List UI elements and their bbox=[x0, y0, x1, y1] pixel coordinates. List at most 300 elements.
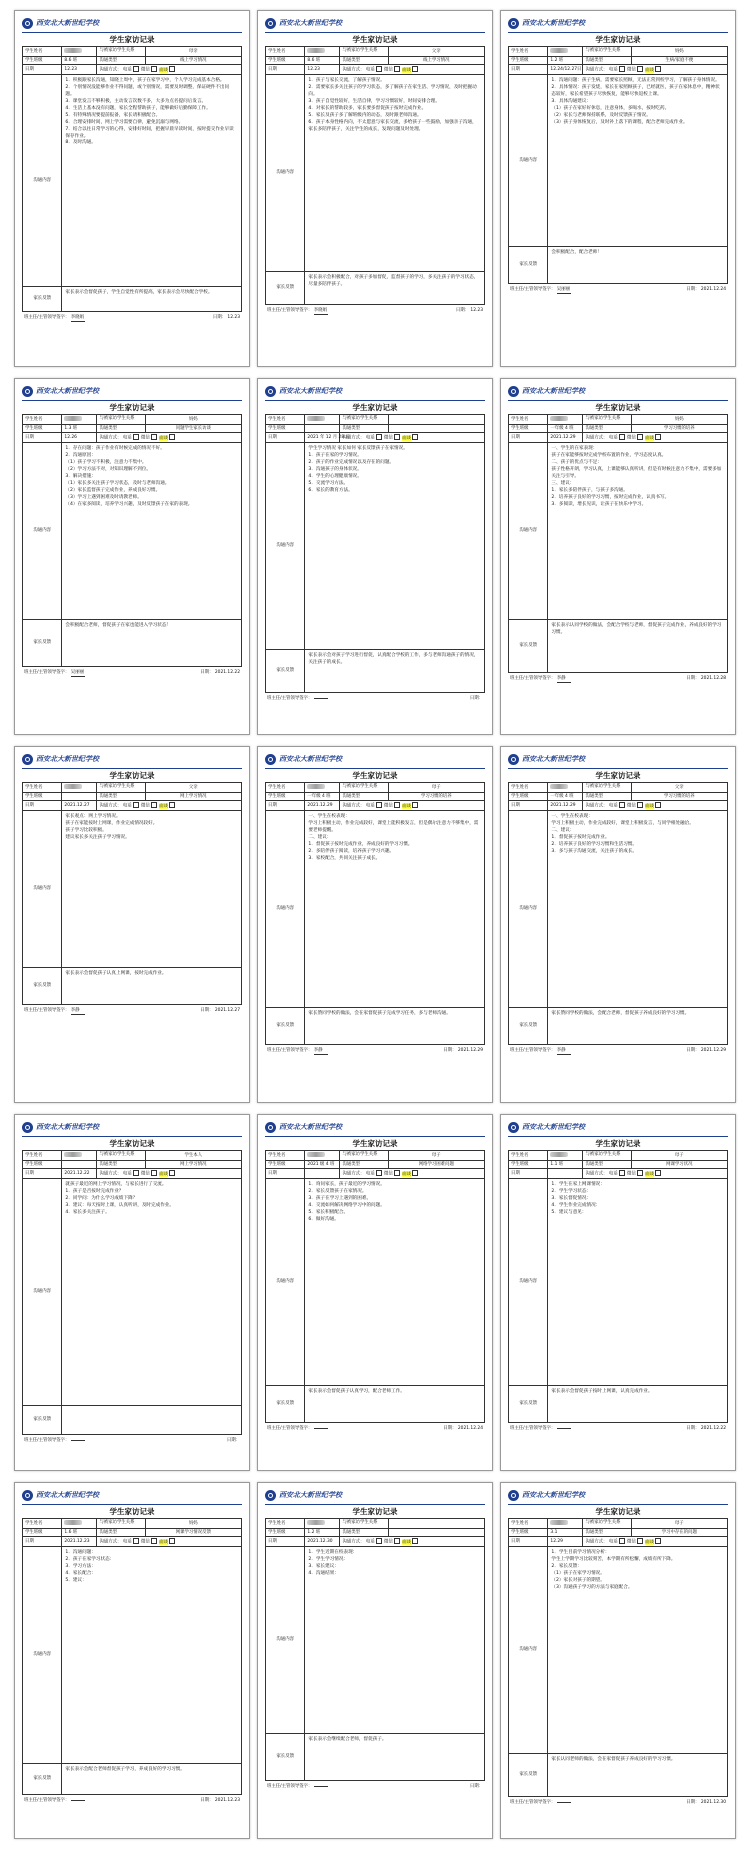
visit-method-label: 沟通方式： bbox=[585, 1539, 608, 1545]
content-line: 1．询问家长，孩子最近的学习情况。 bbox=[308, 1182, 385, 1188]
date-value bbox=[305, 1169, 340, 1179]
teacher-sign: 班主任/主管领导签字： 李晓娟 bbox=[24, 315, 84, 321]
relation-label: 与被家访学生关系 bbox=[340, 1151, 388, 1161]
visit-type-label: 沟通类型 bbox=[97, 792, 145, 801]
content-body bbox=[548, 1179, 728, 1386]
school-seal-icon bbox=[265, 18, 276, 29]
date-label: 日期 bbox=[266, 801, 305, 811]
student-name-value bbox=[62, 1519, 97, 1529]
visit-method-cell bbox=[97, 801, 242, 811]
content-label: 沟通内容 bbox=[266, 1547, 305, 1734]
visit-method-cell bbox=[583, 1537, 728, 1547]
content-line: 1．学生近期在校表现： bbox=[308, 1550, 358, 1556]
relation-label: 与被家访学生关系 bbox=[340, 47, 388, 57]
visit-method-label: 沟通方式： bbox=[342, 1539, 365, 1545]
method-video: 微信 bbox=[141, 67, 150, 73]
form-title: 学生家访记录 bbox=[109, 35, 155, 44]
relation-label: 与被家访学生关系 bbox=[583, 47, 631, 57]
method-video: 微信 bbox=[141, 435, 150, 441]
blurred-name bbox=[307, 48, 325, 53]
content-body bbox=[305, 1179, 485, 1386]
visit-record-page-3 bbox=[500, 10, 736, 367]
header-divider bbox=[508, 1504, 728, 1505]
content-line: 2．培养孩子良好的学习习惯和生活习惯。 bbox=[551, 841, 638, 847]
form-title: 学生家访记录 bbox=[595, 771, 641, 780]
feedback-body bbox=[305, 272, 485, 305]
content-line: 5．家长及孩子多了解班级内的动态，及时跟老师沟通。 bbox=[308, 112, 422, 118]
form-title: 学生家访记录 bbox=[352, 1139, 398, 1148]
content-line: 2．家长反馈孩子在家情况。 bbox=[308, 1189, 367, 1195]
checkbox-icon bbox=[376, 434, 382, 440]
visit-method-cell bbox=[97, 1537, 242, 1547]
content-line: 1．积极跟家长沟通，知晓上周中，孩子在家学习中，个人学习完成基本合格。 bbox=[65, 78, 225, 84]
sign-date: 日期： 12.23 bbox=[212, 315, 240, 321]
method-phone: 电话 bbox=[608, 803, 618, 809]
student-name-label: 学生姓名 bbox=[23, 1151, 62, 1161]
date-label: 日期 bbox=[266, 65, 305, 75]
content-line: 1．沟通问题： bbox=[65, 1550, 96, 1556]
content-line: 3．孩子在学习上遇到的困难。 bbox=[308, 1196, 372, 1202]
method-video: 微信 bbox=[627, 803, 636, 809]
checkbox-icon bbox=[619, 434, 625, 440]
method-video: 微信 bbox=[141, 1539, 150, 1545]
relation-value: 父亲 bbox=[388, 47, 484, 57]
method-video: 微信 bbox=[384, 1171, 393, 1177]
form-title: 学生家访记录 bbox=[109, 403, 155, 412]
method-phone: 电话 bbox=[365, 67, 375, 73]
relation-label: 与被家访学生关系 bbox=[583, 1519, 631, 1529]
student-class-value bbox=[62, 792, 97, 801]
form-title: 学生家访记录 bbox=[595, 403, 641, 412]
visit-form-table bbox=[508, 782, 728, 1045]
visit-type-value: 学习习惯的培养 bbox=[631, 424, 727, 433]
feedback-label: 家长反馈 bbox=[266, 1008, 305, 1045]
method-phone: 电话 bbox=[122, 1539, 132, 1545]
student-name-label: 学生姓名 bbox=[509, 415, 548, 425]
visit-type-value: 网课学习状况 bbox=[631, 1160, 727, 1169]
content-label: 沟通内容 bbox=[23, 75, 62, 287]
student-name-label: 学生姓名 bbox=[23, 415, 62, 425]
content-line: 二、建议： bbox=[551, 828, 575, 834]
method-phone: 电话 bbox=[122, 435, 132, 441]
content-body bbox=[305, 75, 485, 272]
visit-type-value: 问题学生家长访谈 bbox=[145, 424, 241, 433]
checkbox-icon bbox=[394, 802, 400, 808]
content-line: 2．沟通原因： bbox=[65, 453, 96, 459]
method-home: 面谈 bbox=[402, 1171, 412, 1177]
checkbox-icon bbox=[412, 66, 418, 72]
visit-method-cell bbox=[583, 65, 728, 75]
school-name: 西安北大新世纪学校 bbox=[36, 18, 99, 28]
visit-record-page-13 bbox=[14, 1482, 250, 1839]
checkbox-icon bbox=[169, 802, 175, 808]
content-line: 1．沟通问题：孩子生病，需要家长照顾，无法正常到校学习，了解孩子身体情况。 bbox=[551, 78, 720, 84]
feedback-body bbox=[62, 1406, 242, 1435]
header-divider bbox=[265, 1504, 485, 1505]
visit-form-table bbox=[22, 46, 242, 312]
visit-type-label: 沟通类型 bbox=[340, 1160, 388, 1169]
visit-type-label: 沟通类型 bbox=[340, 1528, 388, 1537]
feedback-text: 家长表示会督促孩子按时上网课，认真完成作业。 bbox=[551, 1389, 653, 1395]
feedback-body bbox=[62, 1764, 242, 1795]
checkbox-icon bbox=[133, 1170, 139, 1176]
content-line: 2．孩子在家学习状态： bbox=[65, 1557, 115, 1563]
visit-form-table bbox=[22, 1518, 242, 1795]
school-name: 西安北大新世纪学校 bbox=[36, 1490, 99, 1500]
school-seal-icon bbox=[265, 1490, 276, 1501]
form-title: 学生家访记录 bbox=[109, 1507, 155, 1516]
student-name-label: 学生姓名 bbox=[509, 783, 548, 793]
signature-row bbox=[22, 1438, 242, 1444]
relation-value: 妈妈 bbox=[145, 415, 241, 425]
date-value: 2021.12.29 bbox=[548, 433, 583, 443]
visit-record-page-10 bbox=[14, 1114, 250, 1471]
checkbox-icon bbox=[133, 66, 139, 72]
method-video: 微信 bbox=[627, 1171, 636, 1177]
date-value bbox=[548, 1169, 583, 1179]
document-gallery bbox=[14, 10, 736, 1838]
date-value: 2021.12.30 bbox=[305, 1537, 340, 1547]
content-line: 二、孩子的优点与不足： bbox=[551, 460, 602, 466]
sign-date: 日期： 2021.12.24 bbox=[443, 1426, 483, 1432]
school-seal-icon bbox=[508, 1122, 519, 1133]
content-line: 三、建议： bbox=[551, 480, 575, 486]
content-line: 建议家长多关注孩子学习情况。 bbox=[65, 835, 130, 841]
visit-record-page-8 bbox=[257, 746, 493, 1103]
blurred-name bbox=[550, 1520, 568, 1525]
visit-type-label: 沟通类型 bbox=[583, 424, 631, 433]
content-body bbox=[548, 75, 728, 247]
content-label: 沟通内容 bbox=[23, 1179, 62, 1406]
content-line: 4．学生作业完成情况： bbox=[551, 1203, 601, 1209]
checkbox-icon bbox=[394, 66, 400, 72]
school-name: 西安北大新世纪学校 bbox=[522, 1490, 585, 1500]
signature-row bbox=[508, 676, 728, 683]
content-label: 沟通内容 bbox=[509, 811, 548, 1008]
method-phone: 电话 bbox=[608, 67, 618, 73]
content-label: 沟通内容 bbox=[266, 443, 305, 650]
content-line: （2）家长对孩子的期望。 bbox=[551, 1577, 605, 1583]
method-home: 面谈 bbox=[159, 1171, 169, 1177]
feedback-body bbox=[62, 287, 242, 312]
content-line: 2．学生学习情况： bbox=[308, 1557, 349, 1563]
content-line: （3）学习上遇到困难及时请教老师。 bbox=[65, 494, 142, 500]
blurred-name bbox=[307, 1520, 325, 1525]
checkbox-icon bbox=[394, 434, 400, 440]
student-class-label: 学生班级 bbox=[266, 56, 305, 65]
sign-date: 日期： bbox=[226, 1438, 240, 1444]
relation-label: 与被家访学生关系 bbox=[97, 783, 145, 793]
visit-type-label: 沟通类型 bbox=[97, 1160, 145, 1169]
form-title: 学生家访记录 bbox=[109, 1139, 155, 1148]
relation-value: 父亲 bbox=[631, 783, 727, 793]
form-title: 学生家访记录 bbox=[595, 35, 641, 44]
school-logo bbox=[265, 385, 485, 398]
blurred-name bbox=[64, 1520, 82, 1525]
sign-date: 日期： 12.23 bbox=[455, 308, 483, 314]
header-divider bbox=[265, 768, 485, 769]
visit-method-cell bbox=[340, 65, 485, 75]
teacher-sign: 班主任/主管领导签字： bbox=[510, 1426, 571, 1432]
content-line: （2）家长监督孩子完成作业，养成良好习惯。 bbox=[65, 487, 161, 493]
feedback-label: 家长反馈 bbox=[266, 650, 305, 693]
content-line: （2）学习方法不对，对知识理解不到位。 bbox=[65, 467, 152, 473]
date-label: 日期 bbox=[23, 801, 62, 811]
header-divider bbox=[265, 1136, 485, 1137]
student-class-value: 1.2 班 bbox=[548, 56, 583, 65]
sign-date: 日期： 2021.12.27 bbox=[200, 1008, 240, 1014]
date-label: 日期 bbox=[23, 1537, 62, 1547]
content-line: 1．存在问题：孩子作业有时候完成的情况不好。 bbox=[65, 446, 165, 452]
visit-record-page-2 bbox=[257, 10, 493, 367]
feedback-text: 家长表示会积极配合，对孩子多加督促，监督孩子的学习，多关注孩子的学习状态，尽量多陪伴孩子。 bbox=[308, 275, 479, 288]
date-value: 12.23 bbox=[62, 65, 97, 75]
visit-type-label: 沟通类型 bbox=[340, 424, 388, 433]
student-name-label: 学生姓名 bbox=[266, 1151, 305, 1161]
blurred-name bbox=[550, 416, 568, 421]
feedback-body bbox=[548, 247, 728, 284]
school-seal-icon bbox=[508, 1490, 519, 1501]
content-line: （2）家长与老师保持联系，及时反馈孩子情况。 bbox=[551, 112, 651, 118]
student-class-label: 学生班级 bbox=[509, 56, 548, 65]
visit-record-page-1 bbox=[14, 10, 250, 367]
feedback-label: 家长反馈 bbox=[509, 620, 548, 673]
content-line: （1）孩子学习不积极，注意力不集中。 bbox=[65, 460, 147, 466]
feedback-label: 家长反馈 bbox=[509, 247, 548, 284]
school-seal-icon bbox=[508, 754, 519, 765]
school-logo bbox=[508, 753, 728, 766]
student-class-value: 1.2 班 bbox=[305, 1528, 340, 1537]
checkbox-icon bbox=[169, 434, 175, 440]
checkbox-icon bbox=[412, 802, 418, 808]
content-line: 4．沟通结果： bbox=[308, 1571, 339, 1577]
feedback-body bbox=[305, 1734, 485, 1781]
content-line: 学习上积极主动，作业完成较好，课堂上能积极发言，但是偶尔注意力不够集中，需要老师提醒。 bbox=[308, 821, 479, 834]
content-line: 6．孩子本身性格内向，不太愿意与家长交流，多给孩子一些鼓励，加强亲子沟通，家长多陪伴孩子，关注学生的成长，发现问题及时处理。 bbox=[308, 119, 477, 132]
visit-method-cell bbox=[340, 433, 485, 443]
visit-record-page-11 bbox=[257, 1114, 493, 1471]
content-label: 沟通内容 bbox=[509, 443, 548, 620]
visit-form-table bbox=[22, 414, 242, 667]
visit-form-table bbox=[265, 414, 485, 693]
student-name-label: 学生姓名 bbox=[509, 1519, 548, 1529]
checkbox-icon bbox=[637, 802, 643, 808]
checkbox-icon bbox=[169, 1170, 175, 1176]
method-home: 面谈 bbox=[159, 803, 169, 809]
feedback-label: 家长反馈 bbox=[509, 1754, 548, 1797]
date-label: 日期 bbox=[23, 433, 62, 443]
school-name: 西安北大新世纪学校 bbox=[279, 754, 342, 764]
student-class-value: 8.6 班 bbox=[305, 56, 340, 65]
visit-type-value: 网上学习情况 bbox=[145, 792, 241, 801]
content-line: 3．建议：每天按时上课，认真听讲，及时完成作业。 bbox=[65, 1203, 174, 1209]
visit-method-label: 沟通方式： bbox=[99, 1539, 122, 1545]
feedback-body bbox=[305, 1386, 485, 1423]
teacher-sign: 班主任/主管领导签字： bbox=[267, 696, 328, 702]
teacher-sign: 班主任/主管领导签字： 李静 bbox=[267, 1048, 328, 1055]
sign-date: 日期： 2021.12.28 bbox=[686, 676, 726, 682]
form-title: 学生家访记录 bbox=[352, 771, 398, 780]
checkbox-icon bbox=[376, 1170, 382, 1176]
school-seal-icon bbox=[265, 386, 276, 397]
checkbox-icon bbox=[169, 1538, 175, 1544]
teacher-sign: 班主任/主管领导签字： 吴丽丽 bbox=[510, 287, 570, 293]
content-line: 4．交流如何解决网络学习中的问题。 bbox=[308, 1203, 385, 1209]
content-body bbox=[62, 1547, 242, 1764]
method-phone: 电话 bbox=[608, 1539, 618, 1545]
content-line: 孩子学习比较积极。 bbox=[65, 828, 107, 834]
content-body bbox=[62, 443, 242, 620]
method-video: 微信 bbox=[384, 1539, 393, 1545]
content-line: 3．沟通孩子的身体状况。 bbox=[308, 467, 362, 473]
teacher-sign: 班主任/主管领导签字： bbox=[510, 1800, 571, 1806]
sign-date: 日期： 2021.12.30 bbox=[686, 1800, 726, 1806]
checkbox-icon bbox=[133, 434, 139, 440]
school-logo bbox=[508, 17, 728, 30]
content-line: 2．具体情况：孩子发烧，家长在家照顾孩子，已经就医，孩子在家休息中，精神状态较好，家长希望孩子尽快恢复，能够尽快返校上课。 bbox=[551, 85, 720, 98]
content-line: 一、学生在校表现： bbox=[551, 814, 593, 820]
signature-row bbox=[22, 315, 242, 322]
date-label: 日期 bbox=[266, 1169, 305, 1179]
method-phone: 电话 bbox=[365, 1171, 375, 1177]
school-logo bbox=[265, 17, 485, 30]
checkbox-icon bbox=[655, 434, 661, 440]
method-video: 微信 bbox=[627, 67, 636, 73]
content-label: 沟通内容 bbox=[266, 75, 305, 272]
checkbox-icon bbox=[412, 1538, 418, 1544]
student-name-value bbox=[62, 415, 97, 425]
form-title: 学生家访记录 bbox=[352, 35, 398, 44]
visit-method-cell bbox=[97, 1169, 242, 1179]
visit-record-page-4 bbox=[14, 378, 250, 735]
date-label: 日期 bbox=[266, 1537, 305, 1547]
teacher-sign: 班主任/主管领导签字： bbox=[267, 1426, 328, 1432]
visit-method-label: 沟通方式： bbox=[342, 435, 365, 441]
student-class-label: 学生班级 bbox=[23, 1528, 62, 1537]
date-label: 日期 bbox=[509, 65, 548, 75]
content-line: 2．同学问：为什么学习成绩下降？ bbox=[65, 1196, 138, 1202]
student-name-value bbox=[305, 47, 340, 57]
visit-type-value: 生病/家庭不便 bbox=[631, 56, 727, 65]
feedback-label: 家长反馈 bbox=[509, 1008, 548, 1045]
content-line: 一、学生在校表现： bbox=[308, 814, 350, 820]
content-line: 学习上积极主动，作业完成较好，课堂上积极发言，与同学相处融洽。 bbox=[551, 821, 694, 827]
content-line: 2．个别情况没能够作业不得问题，或个别情况，需要及时调整，保证硬件不出问题。 bbox=[65, 85, 230, 98]
content-line: 孩子在家能够按时完成学校布置的作业，学习态度认真。 bbox=[551, 453, 667, 459]
date-value: 12.23 bbox=[305, 65, 340, 75]
school-logo bbox=[265, 753, 485, 766]
school-logo bbox=[265, 1489, 485, 1502]
blurred-name bbox=[64, 48, 82, 53]
method-home: 面谈 bbox=[645, 67, 655, 73]
sign-date: 日期： bbox=[469, 696, 483, 702]
student-name-value bbox=[548, 415, 583, 425]
visit-record-page-15 bbox=[500, 1482, 736, 1839]
feedback-text: 家长表示会督促孩子，学生自觉性有所提高，家长表示会尽快配合学校。 bbox=[65, 290, 213, 296]
visit-type-value bbox=[388, 1528, 484, 1537]
school-name: 西安北大新世纪学校 bbox=[522, 386, 585, 396]
school-name: 西安北大新世纪学校 bbox=[279, 386, 342, 396]
content-line: 2．家长反馈： bbox=[551, 1564, 582, 1570]
method-phone: 电话 bbox=[608, 1171, 618, 1177]
student-class-value: 3.1 bbox=[548, 1528, 583, 1537]
content-line: 3．家校配合，共同关注孩子成长。 bbox=[308, 855, 381, 861]
visit-type-value: 网上学习情况 bbox=[145, 1160, 241, 1169]
content-body bbox=[548, 1547, 728, 1754]
teacher-sign: 班主任/主管领导签字： bbox=[24, 1438, 85, 1444]
visit-method-cell bbox=[97, 65, 242, 75]
school-seal-icon bbox=[22, 1122, 33, 1133]
visit-type-value: 学习习惯的培养 bbox=[631, 792, 727, 801]
header-divider bbox=[508, 768, 728, 769]
feedback-label: 家长反馈 bbox=[266, 1734, 305, 1781]
checkbox-icon bbox=[637, 434, 643, 440]
feedback-body bbox=[548, 1754, 728, 1797]
content-body bbox=[62, 1179, 242, 1406]
content-line: 6．做好沟通。 bbox=[308, 1216, 339, 1222]
method-video: 微信 bbox=[141, 803, 150, 809]
feedback-text: 家长表示认同学校的做法，会配合学校与老师，督促孩子完成作业，养成良好的学习习惯。 bbox=[551, 623, 722, 636]
method-home: 面谈 bbox=[159, 67, 169, 73]
school-logo bbox=[22, 17, 242, 30]
content-line: 1．孩子与家长交流，了解孩子情况。 bbox=[308, 78, 385, 84]
school-logo bbox=[22, 753, 242, 766]
school-name: 西安北大新世纪学校 bbox=[36, 754, 99, 764]
content-line: 4．家长多关注孩子。 bbox=[65, 1209, 110, 1215]
content-line: 1．孩子在家的学习情况。 bbox=[308, 453, 362, 459]
content-label: 沟通内容 bbox=[509, 1179, 548, 1386]
content-line: 5．家长积极配合。 bbox=[308, 1209, 349, 1215]
content-line: 孩子性格开朗，学习认真，上课能够认真听讲，但是有时候注意力不集中，需要多加关注与引导。 bbox=[551, 467, 722, 479]
checkbox-icon bbox=[637, 1538, 643, 1544]
visit-record-page-5 bbox=[257, 378, 493, 735]
feedback-body bbox=[548, 1008, 728, 1045]
student-class-label: 学生班级 bbox=[509, 1528, 548, 1537]
student-class-value: 8.6 班 bbox=[62, 56, 97, 65]
relation-value: 母子 bbox=[388, 1151, 484, 1161]
date-label: 日期 bbox=[23, 65, 62, 75]
feedback-label: 家长反馈 bbox=[23, 1764, 62, 1795]
checkbox-icon bbox=[151, 1538, 157, 1544]
date-label: 日期 bbox=[509, 1537, 548, 1547]
student-class-value: 1.6 班 bbox=[62, 1528, 97, 1537]
feedback-label: 家长反馈 bbox=[266, 1386, 305, 1423]
visit-method-cell bbox=[340, 1169, 485, 1179]
content-line: 5．建议： bbox=[65, 1577, 87, 1583]
visit-method-label: 沟通方式： bbox=[342, 67, 365, 73]
visit-method-label: 沟通方式： bbox=[99, 435, 122, 441]
form-title: 学生家访记录 bbox=[352, 1507, 398, 1516]
date-label: 日期 bbox=[509, 433, 548, 443]
header-divider bbox=[22, 768, 242, 769]
content-line: 4．对家长的帮助较多，家长要多督促孩子按时完成作业。 bbox=[308, 105, 427, 111]
feedback-text: 家长表示会对孩子学习进行督促，认真配合学校的工作，多与老师沟通孩子的情况，关注孩子的成长。 bbox=[308, 653, 479, 666]
student-class-value: 2021 级 4 班 bbox=[305, 1160, 340, 1169]
student-class-label: 学生班级 bbox=[23, 56, 62, 65]
visit-type-label: 沟通类型 bbox=[583, 1160, 631, 1169]
visit-record-page-6 bbox=[500, 378, 736, 735]
sign-date: 日期： 2021.12.24 bbox=[686, 287, 726, 293]
student-class-label: 学生班级 bbox=[266, 792, 305, 801]
student-name-label: 学生姓名 bbox=[266, 783, 305, 793]
content-label: 沟通内容 bbox=[23, 1547, 62, 1764]
relation-value: 母子 bbox=[631, 1151, 727, 1161]
content-line: 4．学生的心理健康情况。 bbox=[308, 473, 362, 479]
date-value: 12.24/12.27日 bbox=[548, 65, 583, 75]
student-class-value: 1.3 班 bbox=[62, 424, 97, 433]
school-seal-icon bbox=[22, 1490, 33, 1501]
feedback-text: 会积极配合老师，督促孩子在家也能进入学习状态！ bbox=[65, 623, 172, 629]
